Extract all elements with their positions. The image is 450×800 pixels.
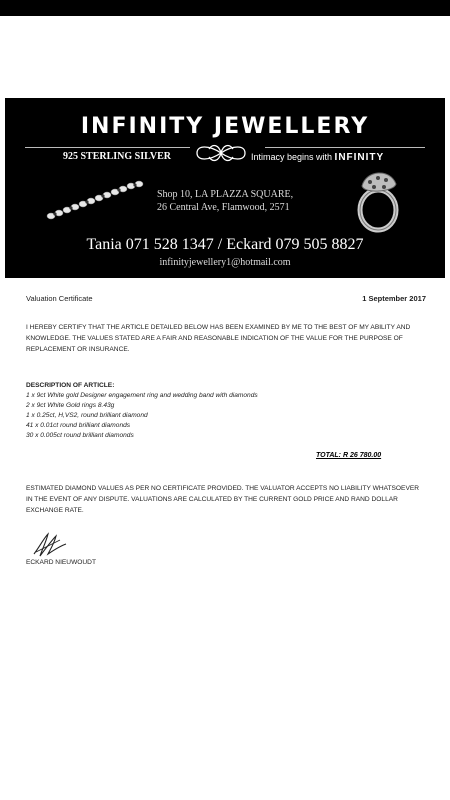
top-black-bar — [0, 0, 450, 16]
signer-name: ECKARD NIEUWOUDT — [26, 559, 96, 566]
handwritten-signature — [30, 532, 70, 558]
address-line-1: Shop 10, LA PLAZZA SQUARE, — [157, 189, 294, 200]
article-item: 30 x 0.005ct round brilliant diamonds — [26, 432, 134, 439]
brand-name: INFINITY JEWELLERY — [80, 114, 370, 139]
article-item: 41 x 0.01ct round brilliant diamonds — [26, 422, 131, 429]
article-item: 1 x 0.25ct, H,VS2, round brilliant diamond — [26, 412, 148, 419]
certification-statement: I HEREBY CERTIFY THAT THE ARTICLE DETAILED BELOW HAS BEEN EXAMINED BY ME TO THE BEST OF MY ABILITY AND KNOWLEDGE. THE VALUES STATED ARE A FAIR AND REASONABLE INDICATION OF THE VALUE FOR THE PURPOSE OF REPLACEMENT OR INSURANCE. — [26, 324, 411, 353]
tagline-left: 925 STERLING SILVER — [63, 151, 172, 162]
certificate-title: Valuation Certificate — [26, 294, 93, 303]
description-heading: DESCRIPTION OF ARTICLE: — [26, 382, 115, 389]
total-value: TOTAL: R 26 780.00 — [316, 452, 382, 459]
tagline-brand: INFINITY — [334, 152, 385, 163]
phone-numbers: Tania 071 528 1347 / Eckard 079 505 8827 — [86, 236, 364, 253]
address-line-2: 26 Central Ave, Flamwood, 2571 — [157, 202, 290, 213]
article-item: 2 x 9ct White Gold rings 8.43g — [26, 402, 115, 409]
tagline-right — [251, 152, 384, 163]
email-address: infinityjewellery1@hotmail.com — [159, 257, 291, 268]
tagline-prefix: Intimacy begins with — [251, 152, 335, 162]
description-of-article — [26, 381, 426, 441]
infinity-knot-logo — [191, 141, 251, 165]
letterhead-banner — [5, 98, 445, 278]
valuation-disclaimer: ESTIMATED DIAMOND VALUES AS PER NO CERTIFICATE PROVIDED. THE VALUATOR ACCEPTS NO LIABILITY WHATSOEVER IN THE EVENT OF ANY DISPUTE. VALUATIONS ARE CALCULATED BY THE CURRENT GOLD PRICE AND RAND DOLLAR EXCHANGE RATE. — [26, 485, 420, 514]
address-block — [157, 188, 357, 214]
divider-right — [265, 147, 425, 148]
article-item: 1 x 9ct White gold Designer engagement ring and wedding band with diamonds — [26, 392, 258, 399]
divider-left — [25, 147, 190, 148]
bracelet-image — [45, 172, 150, 224]
certificate-date: 1 September 2017 — [362, 294, 426, 303]
ring-image — [350, 164, 405, 236]
